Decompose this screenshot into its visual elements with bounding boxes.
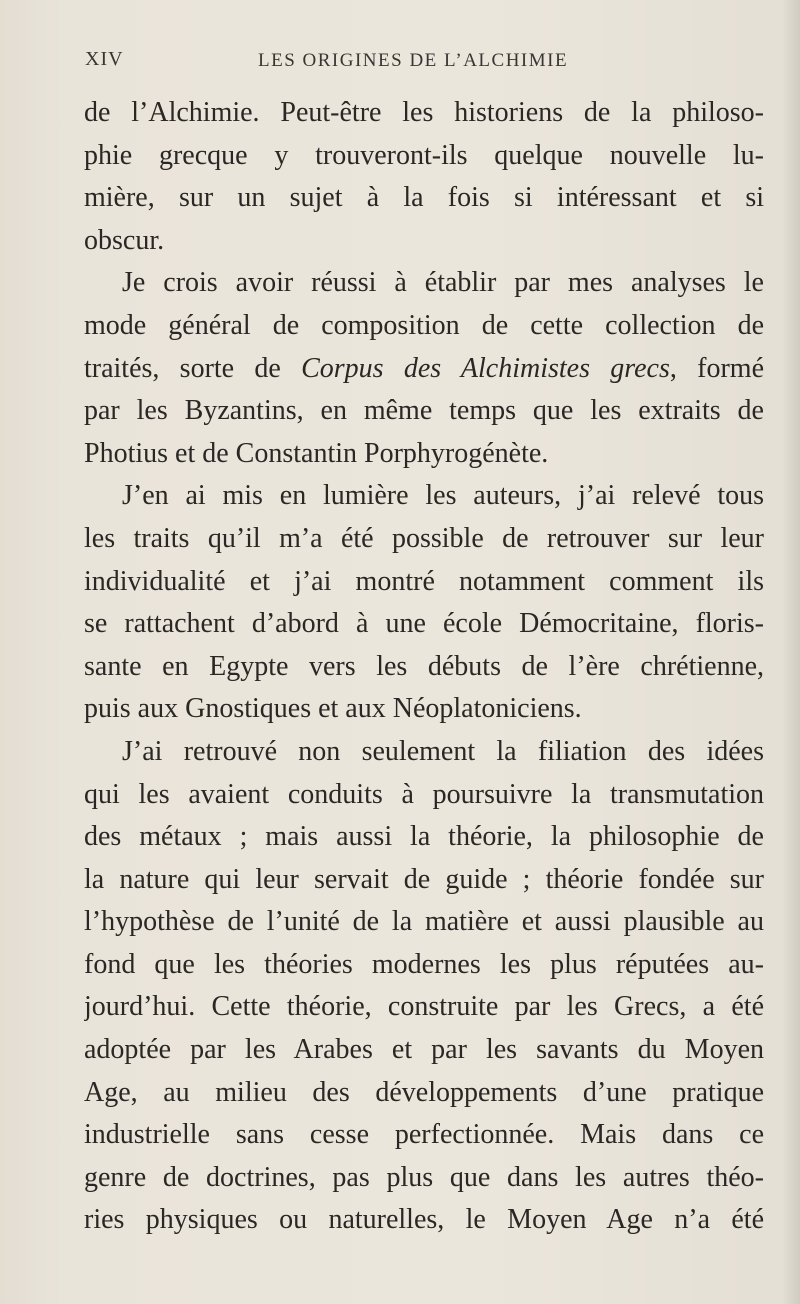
page-edge-shadow: [782, 0, 800, 1304]
text-line: ries physiques ou naturelles, le Moyen Age n’a été: [84, 1204, 764, 1236]
text-line: phie grecque y trouveront-ils quelque nouvelle lu-: [84, 139, 764, 171]
body-text: [84, 92, 764, 1242]
text-line: sante en Egypte vers les débuts de l’ère chrétienne,: [84, 650, 764, 682]
text-line: de l’Alchimie. Peut-être les historiens de la philoso-: [84, 97, 764, 128]
text-line: la nature qui leur servait de guide ; théorie fondée sur: [84, 863, 764, 895]
text-line: jourd’hui. Cette théorie, construite par les Grecs, a été: [84, 991, 764, 1023]
text-line: adoptée par les Arabes et par les savants du Moyen: [84, 1034, 764, 1066]
text-line: les traits qu’il m’a été possible de retrouver sur leur: [84, 522, 764, 554]
text-line: fond que les théories modernes les plus réputées au-: [84, 948, 764, 980]
text-line: industrielle sans cesse perfectionnée. Mais dans ce: [84, 1119, 764, 1151]
text-line: se rattachent d’abord à une école Démocritaine, floris-: [84, 608, 764, 640]
text-line: qui les avaient conduits à poursuivre la transmutation: [84, 778, 764, 810]
running-title: LES ORIGINES DE L’ALCHIMIE: [258, 50, 569, 71]
text-line: individualité et j’ai montré notamment comment ils: [84, 565, 764, 597]
text-line: l’hypothèse de l’unité de la matière et aussi plausible au: [84, 906, 764, 938]
page-number: XIV: [85, 48, 124, 70]
text-line: puis aux Gnostiques et aux Néoplatoniciens.: [84, 693, 582, 725]
text-line: Photius et de Constantin Porphyrogénète.: [84, 437, 549, 469]
text-line: genre de doctrines, pas plus que dans les autres théo-: [84, 1161, 764, 1193]
italic-title: Corpus des Alchimistes grecs: [301, 352, 670, 384]
text-line: mode général de composition de cette collection de: [84, 309, 764, 341]
text-line: par les Byzantins, en même temps que les extraits de: [84, 395, 764, 427]
text-line: obscur.: [84, 224, 165, 256]
text-fragment: traités, sorte de: [84, 352, 302, 384]
text-line-with-italic: [84, 348, 764, 391]
running-header: [0, 48, 800, 84]
text-fragment: , formé: [669, 352, 764, 384]
text-line: Age, au milieu des développements d’une pratique: [84, 1076, 764, 1108]
text-line: J’en ai mis en lumière les auteurs, j’ai relevé tous: [122, 480, 764, 512]
text-line: J’ai retrouvé non seulement la filiation des idées: [122, 735, 764, 767]
text-line: des métaux ; mais aussi la théorie, la philosophie de: [84, 821, 764, 853]
text-line: Je crois avoir réussi à établir par mes analyses le: [122, 267, 764, 299]
text-line: mière, sur un sujet à la fois si intéressant et si: [84, 182, 764, 214]
